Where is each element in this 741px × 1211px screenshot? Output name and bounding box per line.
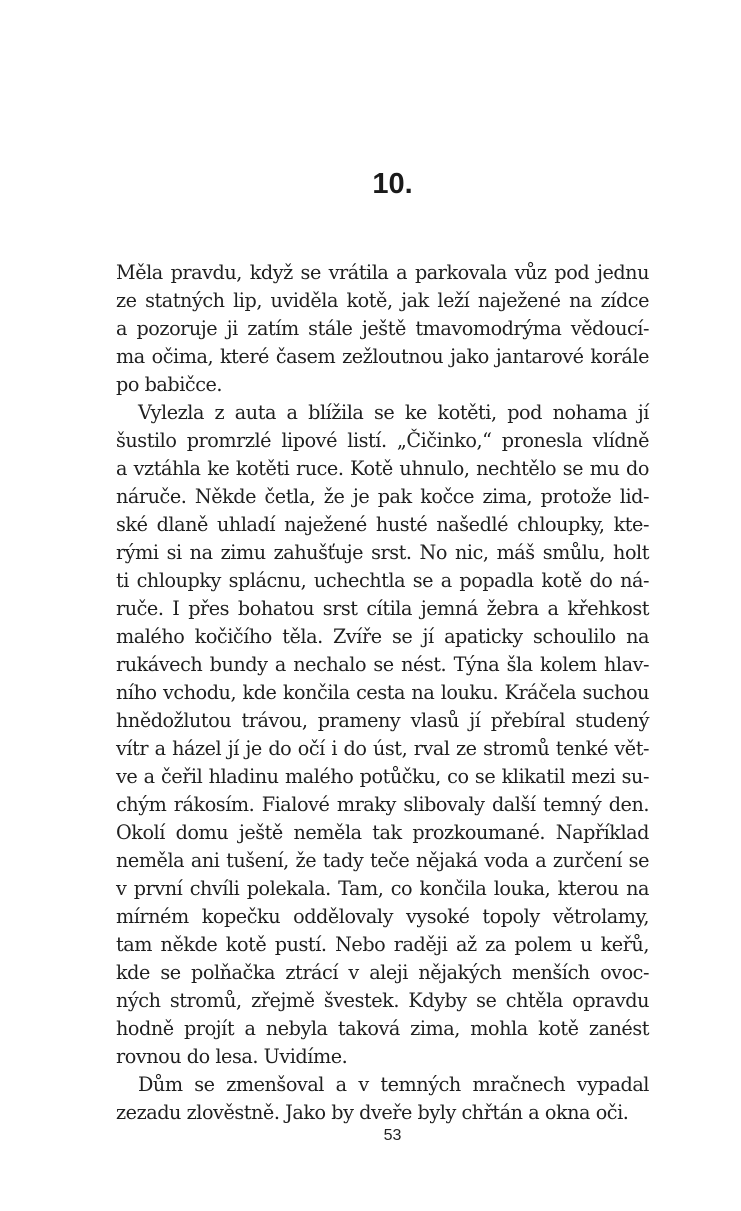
text-line: rovnou do lesa. Uvidíme. xyxy=(116,1045,348,1068)
paragraph xyxy=(116,259,649,399)
paragraph xyxy=(116,399,649,1071)
text-line: neměla ani tušení, že tady teče nějaká voda a zurčení se xyxy=(116,849,649,872)
text-line: a vztáhla ke kotěti ruce. Kotě uhnulo, nechtělo se mu do xyxy=(116,457,649,480)
text-line: ve a čeřil hladinu malého potůčku, co se klikatil mezi su- xyxy=(116,765,649,788)
text-line: malého kočičího těla. Zvíře se jí apaticky schoulilo na xyxy=(116,625,649,648)
text-line: v první chvíli polekala. Tam, co končila louka, kterou na xyxy=(116,877,649,900)
paragraph xyxy=(116,1071,649,1127)
body-text xyxy=(116,259,649,1127)
text-line: hodně projít a nebyla taková zima, mohla kotě zanést xyxy=(116,1017,649,1040)
page-number: 53 xyxy=(383,1127,402,1144)
chapter-title: 10. xyxy=(372,168,413,200)
text-line: ze statných lip, uviděla kotě, jak leží naježené na zídce xyxy=(116,289,649,312)
text-line: Měla pravdu, když se vrátila a parkovala vůz pod jednu xyxy=(116,261,649,284)
text-line: po babičce. xyxy=(116,373,223,396)
text-line: šustilo promrzlé lipové listí. „Čičinko,“ pronesla vlídně xyxy=(116,429,649,452)
text-line: tam někde kotě pustí. Nebo raději až za polem u keřů, xyxy=(116,933,649,956)
text-line: hnědožlutou trávou, prameny vlasů jí přebíral studený xyxy=(116,709,649,732)
text-line: mírném kopečku oddělovaly vysoké topoly větrolamy, xyxy=(116,905,649,928)
text-line: ných stromů, zřejmě švestek. Kdyby se chtěla opravdu xyxy=(116,989,649,1012)
text-line: zezadu zlověstně. Jako by dveře byly chřtán a okna oči. xyxy=(116,1101,629,1124)
text-line: náruče. Někde četla, že je pak kočce zima, protože lid- xyxy=(116,485,649,508)
text-line: Okolí domu ještě neměla tak prozkoumané. Například xyxy=(116,821,649,844)
text-line: rukávech bundy a nechalo se nést. Týna šla kolem hlav- xyxy=(116,653,649,676)
text-line: ního vchodu, kde končila cesta na louku. Kráčela suchou xyxy=(116,681,649,704)
text-line: a pozoruje ji zatím stále ještě tmavomodrýma vědoucí- xyxy=(116,317,649,340)
text-line: ské dlaně uhladí naježené husté našedlé chloupky, kte- xyxy=(116,513,649,536)
text-line: kde se polňačka ztrácí v aleji nějakých menších ovoc- xyxy=(116,961,649,984)
text-line: ruče. I přes bohatou srst cítila jemná žebra a křehkost xyxy=(116,597,649,620)
text-line: ti chloupky splácnu, uchechtla se a popadla kotě do ná- xyxy=(116,569,649,592)
text-line: chým rákosím. Fialové mraky slibovaly další temný den. xyxy=(116,793,649,816)
text-line: ma očima, které časem zežloutnou jako jantarové korále xyxy=(116,345,649,368)
text-line: Dům se zmenšoval a v temných mračnech vypadal xyxy=(138,1073,649,1096)
text-line: vítr a házel jí je do očí i do úst, rval ze stromů tenké vět- xyxy=(116,737,649,760)
text-line: rými si na zimu zahušťuje srst. No nic, máš smůlu, holt xyxy=(116,541,649,564)
text-line: Vylezla z auta a blížila se ke kotěti, pod nohama jí xyxy=(138,401,649,424)
